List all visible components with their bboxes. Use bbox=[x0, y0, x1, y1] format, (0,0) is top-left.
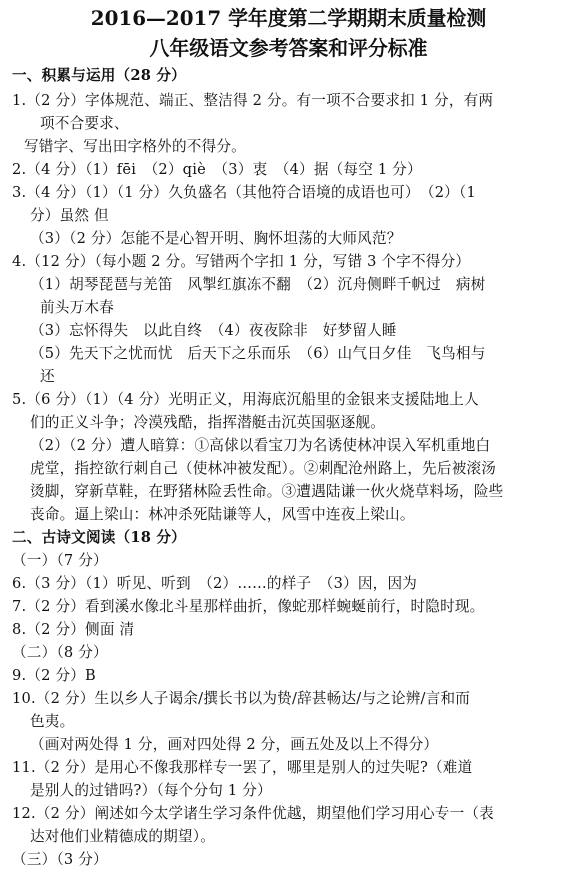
text-line: 丧命。逼上梁山：林冲杀死陆谦等人，风雪中连夜上梁山。 bbox=[30, 506, 415, 523]
text-line: 10.（2 分）生以乡人子谒余/撰长书以为贽/辞甚畅达/与之论辨/言和而 bbox=[12, 690, 471, 707]
text-line: （5）先天下之忧而忧 后天下之乐而乐 （6）山气日夕佳 飞鸟相与 bbox=[30, 345, 486, 362]
text-line: 达对他们业精德成的期望）。 bbox=[30, 828, 216, 845]
text-line: 们的正义斗争；冷漠残酷，指挥潜艇击沉英国驱逐舰。 bbox=[30, 414, 386, 431]
text-line: 虎堂，指控欲行刺自己（使林冲被发配）。②刺配沧州路上，先后被滚汤 bbox=[30, 460, 497, 477]
text-line: 写错字、写出田字格外的不得分。 bbox=[24, 138, 246, 155]
text-line: 9.（2 分）B bbox=[12, 667, 96, 684]
text-line: 色夷。 bbox=[30, 713, 75, 730]
subsection-heading: （三）（3 分） bbox=[12, 851, 108, 868]
text-line: 是别人的过错吗?）（每个分句 1 分） bbox=[30, 782, 272, 799]
text-line: 还 bbox=[40, 368, 55, 385]
text-line: 6.（3 分）（1）听见、听到 （2）……的样子 （3）因，因为 bbox=[12, 575, 418, 592]
text-line: 11.（2 分）是用心不像我那样专一罢了，哪里是别人的过失呢?（难道 bbox=[12, 759, 473, 776]
text-line: （2）（2 分）遭人暗算：①高俅以看宝刀为名诱使林冲误入军机重地白 bbox=[30, 437, 491, 454]
text-line: 分）虽然 但 bbox=[30, 207, 109, 224]
text-line: 12.（2 分）阐述如今太学诸生学习条件优越，期望他们学习用心专一（表 bbox=[12, 805, 494, 822]
text-line: 8.（2 分）侧面 清 bbox=[12, 621, 135, 638]
subsection-heading: （二）（8 分） bbox=[12, 644, 108, 661]
text-line: 前头万木春 bbox=[40, 299, 114, 316]
section-heading: 二、古诗文阅读（18 分） bbox=[12, 529, 186, 546]
text-line: 烫脚，穿新草鞋，在野猪林险丢性命。③遭遇陆谦一伙火烧草料场，险些 bbox=[30, 483, 504, 500]
text-line: 7.（2 分）看到溪水像北斗星那样曲折，像蛇那样蜿蜒前行，时隐时现。 bbox=[12, 598, 485, 615]
text-line: （3）忘怀得失 以此自终 （4）夜夜除非 好梦留人睡 bbox=[30, 322, 397, 339]
text-line: 2.（4 分）（1）fēi （2）qiè （3）衷 （4）据（每空 1 分） bbox=[12, 161, 422, 178]
text-line: 5.（6 分）（1）（4 分）光明正义，用海底沉船里的金银来支援陆地上人 bbox=[12, 391, 479, 408]
text-line: （3）（2 分）怎能不是心智开明、胸怀坦荡的大师风范？ bbox=[30, 230, 402, 247]
section-heading: 一、积累与运用（28 分） bbox=[12, 67, 186, 84]
page-title: 2016—2017 学年度第二学期期末质量检测 bbox=[90, 6, 487, 30]
page-subtitle: 八年级语文参考答案和评分标准 bbox=[149, 36, 428, 60]
text-line: 3.（4 分）（1）（1 分）久负盛名（其他符合语境的成语也可） （2）（1 bbox=[12, 184, 476, 201]
subsection-heading: （一）（7 分） bbox=[12, 552, 108, 569]
text-line: 1.（2 分）字体规范、端正、整洁得 2 分。有一项不合要求扣 1 分，有两 bbox=[12, 92, 494, 109]
text-line: 项不合要求、 bbox=[40, 115, 129, 132]
text-line: （画对两处得 1 分，画对四处得 2 分，画五处及以上不得分） bbox=[30, 736, 439, 753]
text-line: （1）胡琴琵琶与羌笛 风掣红旗冻不翻 （2）沉舟侧畔千帆过 病树 bbox=[30, 276, 486, 293]
text-line: 4.（12 分）（每小题 2 分。写错两个字扣 1 分，写错 3 个字不得分） bbox=[12, 253, 471, 270]
